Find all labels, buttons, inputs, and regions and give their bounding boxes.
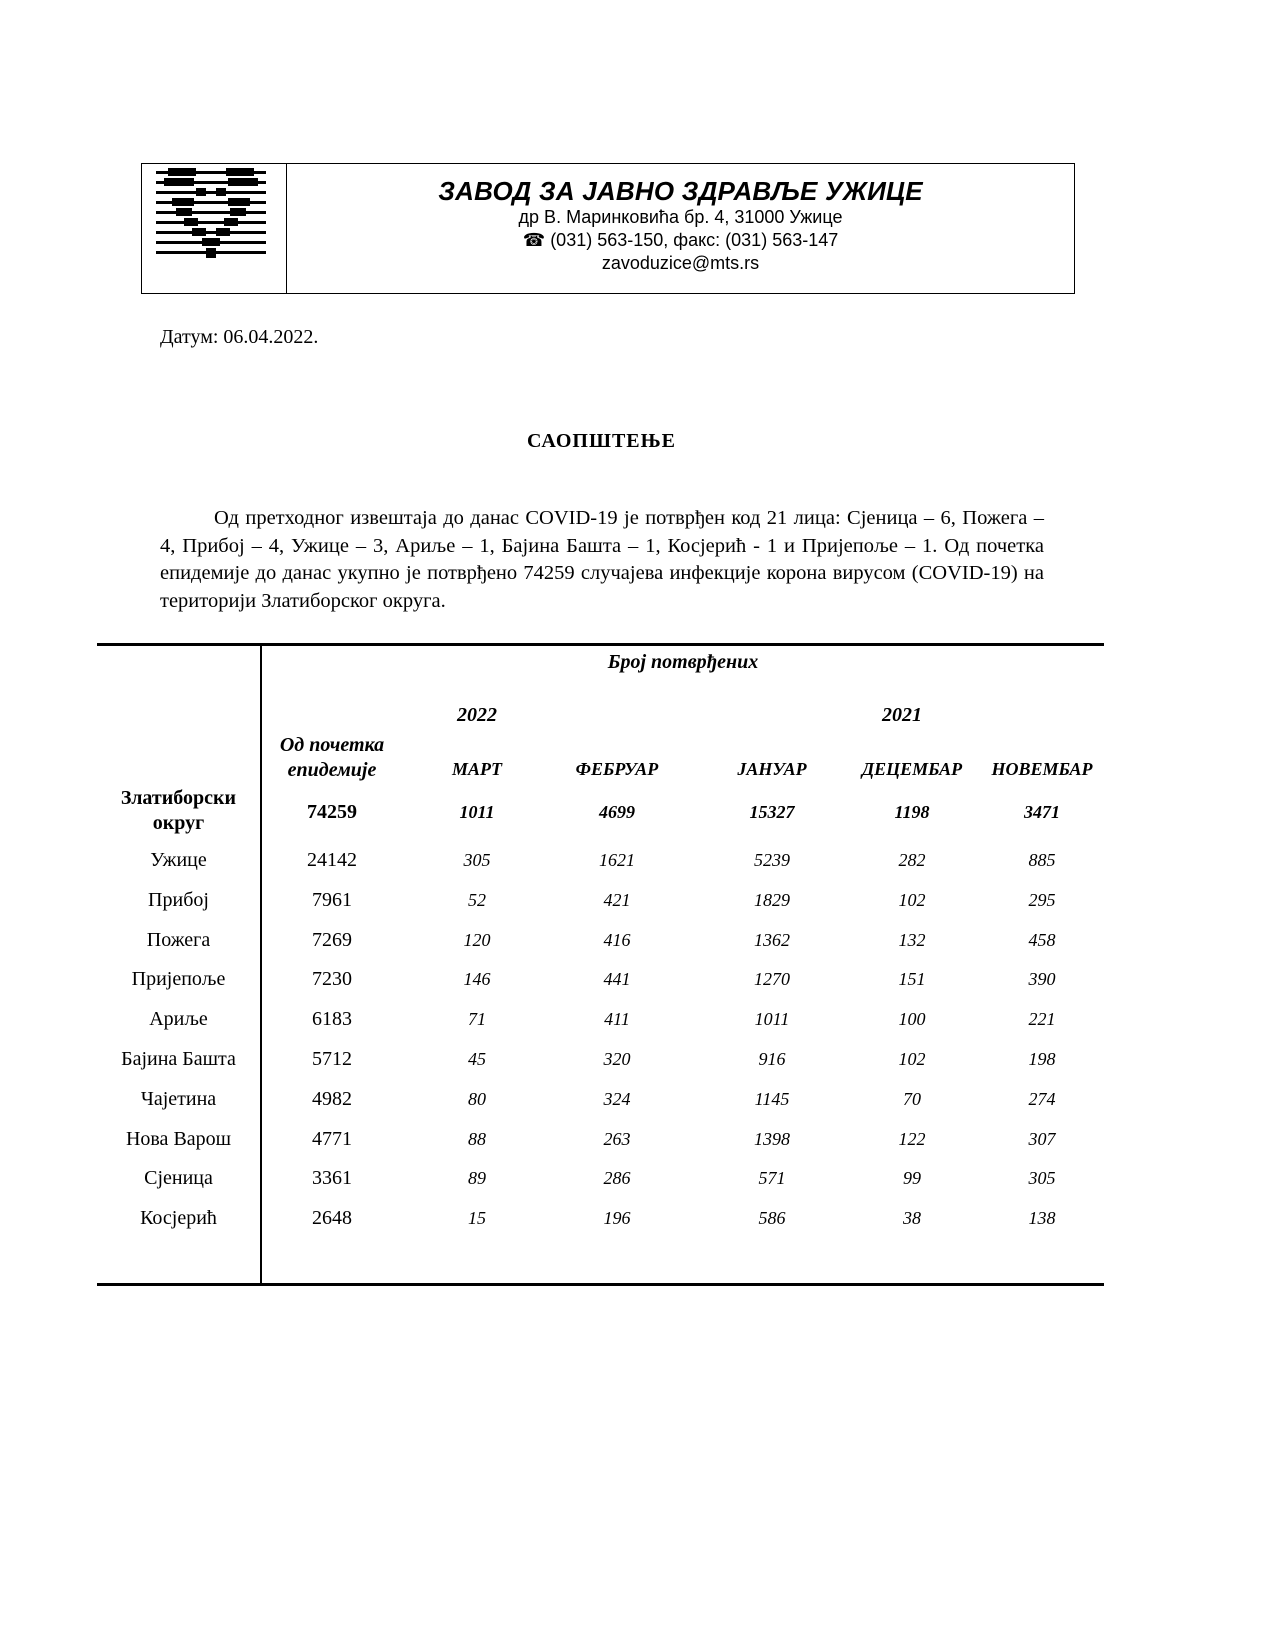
municipality-name: Чајетина: [140, 1087, 217, 1110]
organization-phone: (031) 563-150, факс: (031) 563-147: [550, 230, 839, 250]
table-row: [97, 999, 1104, 1039]
cell-month: 586: [758, 1208, 786, 1229]
cell-since-start: 4982: [312, 1087, 352, 1110]
cell-month: 102: [898, 1049, 926, 1069]
cell-month: 1362: [754, 929, 790, 950]
cell-month: 1829: [754, 889, 790, 910]
cell-month: 324: [603, 1088, 631, 1109]
cell-month: 916: [758, 1049, 786, 1069]
cell-month: 102: [898, 889, 926, 910]
organization-phone-line: [287, 229, 1074, 252]
table-bottom-rule: [97, 1283, 1104, 1286]
cell-since-start: 7269: [312, 928, 352, 951]
cell-month: 571: [758, 1168, 786, 1189]
institute-logo: [142, 164, 287, 293]
cell-month: 305: [463, 850, 491, 870]
cell-month: 138: [1028, 1208, 1056, 1229]
month-header: ДЕЦЕМБАР: [861, 759, 963, 779]
municipality-name: Прибој: [148, 888, 209, 911]
municipality-name: Пожега: [146, 928, 211, 951]
cell-month: 286: [603, 1168, 631, 1189]
table-top-rule: [97, 643, 1104, 646]
table-row: [97, 1158, 1104, 1198]
cell-month: 4699: [599, 802, 635, 822]
letterhead-info: [287, 164, 1074, 293]
year-header-2021: 2021: [882, 704, 922, 726]
cell-month: 885: [1028, 850, 1056, 870]
document-date: Датум: 06.04.2022.: [160, 326, 319, 348]
district-name: Златиборски округ: [120, 787, 237, 834]
organization-name: ЗАВОД ЗА ЈАВНО ЗДРАВЉЕ УЖИЦЕ: [438, 176, 923, 206]
group-header: Број потврђених: [607, 651, 759, 673]
since-start-header: Од почетка епидемије: [279, 734, 385, 781]
cell-month: 151: [898, 969, 926, 990]
organization-email: zavoduzice@mts.rs: [601, 253, 760, 273]
cell-month: 15: [468, 1208, 486, 1229]
cell-month: 416: [603, 929, 631, 950]
telephone-icon: ☎: [522, 230, 546, 250]
cell-month: 70: [903, 1088, 921, 1109]
cell-since-start: 3361: [312, 1167, 352, 1190]
table-row: [97, 1119, 1104, 1159]
table-row: [97, 1079, 1104, 1119]
logo-emblem-icon: [156, 168, 266, 260]
cell-month: 274: [1028, 1088, 1056, 1109]
cell-month: 196: [603, 1208, 631, 1229]
cell-month: 5239: [754, 850, 790, 870]
cell-month: 320: [603, 1049, 631, 1069]
cell-since-start: 5712: [312, 1048, 352, 1070]
cell-month: 99: [903, 1168, 921, 1189]
cell-month: 120: [463, 929, 491, 950]
municipality-name: Пријепоље: [131, 968, 226, 991]
municipality-name: Нова Варош: [125, 1127, 232, 1150]
municipality-name: Бајина Башта: [121, 1048, 236, 1070]
cell-month: 146: [463, 969, 491, 990]
cell-month: 1398: [754, 1128, 790, 1149]
cell-month: 295: [1028, 889, 1056, 910]
cell-month: 1198: [894, 802, 930, 822]
cell-month: 1621: [599, 850, 635, 870]
table-row: [97, 959, 1104, 999]
cell-month: 263: [603, 1128, 631, 1149]
month-header: НОВЕМБАР: [991, 759, 1093, 779]
table-row: [97, 880, 1104, 920]
month-header: МАРТ: [451, 759, 502, 779]
table-row-total: [97, 786, 1104, 838]
cell-month: 1011: [754, 1009, 790, 1030]
cell-month: 441: [603, 969, 631, 990]
cell-since-start: 2648: [312, 1207, 352, 1230]
cell-month: 45: [468, 1049, 486, 1069]
cell-month: 221: [1028, 1009, 1056, 1030]
cell-month: 38: [903, 1208, 921, 1229]
cell-since-start: 24142: [307, 849, 357, 871]
cell-month: 3471: [1024, 802, 1060, 822]
cell-month: 132: [898, 929, 926, 950]
letterhead: [141, 163, 1075, 294]
cell-month: 52: [468, 889, 486, 910]
organization-address: др В. Маринковића бр. 4, 31000 Ужице: [518, 207, 843, 227]
cell-month: 122: [898, 1128, 926, 1149]
document-title: САОПШТЕЊЕ: [526, 430, 677, 452]
cell-month: 458: [1028, 929, 1056, 950]
cell-month: 198: [1028, 1049, 1056, 1069]
cell-month: 15327: [749, 802, 795, 822]
cell-month: 89: [468, 1168, 486, 1189]
cell-month: 305: [1028, 1168, 1056, 1189]
table-row: [97, 1198, 1104, 1238]
cell-since-start: 7961: [312, 888, 352, 911]
cases-table: [97, 643, 1104, 1286]
cell-since-start: 4771: [312, 1127, 352, 1150]
cell-month: 1270: [754, 969, 790, 990]
cell-month: 1145: [754, 1088, 790, 1109]
year-header-2022: 2022: [457, 704, 497, 726]
municipality-name: Ужице: [150, 849, 207, 871]
cell-month: 100: [898, 1009, 926, 1030]
cell-month: 71: [468, 1009, 486, 1030]
table-row: [97, 840, 1104, 880]
cell-month: 390: [1028, 969, 1056, 990]
cell-month: 88: [468, 1128, 486, 1149]
cell-month: 282: [898, 850, 926, 870]
cell-month: 411: [604, 1009, 630, 1030]
table-row: [97, 920, 1104, 960]
cell-since-start: 7230: [312, 968, 352, 991]
cell-month: 307: [1028, 1128, 1056, 1149]
month-header: ЈАНУАР: [737, 759, 807, 779]
cell-month: 421: [603, 889, 631, 910]
table-row: [97, 1039, 1104, 1079]
cell-month: 80: [468, 1088, 486, 1109]
municipality-name: Ариље: [149, 1008, 208, 1031]
announcement-paragraph: Од претходног извештаја до данас COVID-19 је потврђен код 21 лица: Сјеница – 6, Пожега – 4, Прибој – 4, Ужице – 3, Ариље – 1, Бајина Башта – 1, Косјерић - 1 и Пријепоље – 1. Од почетка епидемије до данас укупно је потврђено 74259 случајева инфекције корона вирусом (COVID-19) на територији Златиборског округа.: [160, 507, 1044, 612]
municipality-name: Косјерић: [140, 1207, 217, 1230]
municipality-name: Сјеница: [144, 1167, 213, 1190]
month-header: ФЕБРУАР: [575, 759, 659, 779]
cell-since-start: 74259: [307, 801, 357, 823]
cell-since-start: 6183: [312, 1008, 352, 1031]
cell-month: 1011: [459, 802, 495, 822]
